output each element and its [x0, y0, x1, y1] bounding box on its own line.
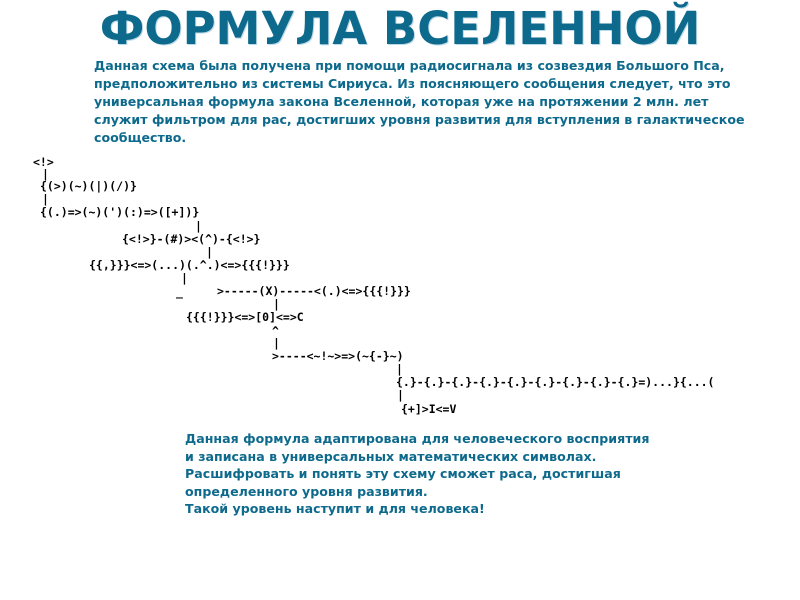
outro-line: Расшифровать и понять эту схему сможет раса, достигшая [185, 466, 621, 481]
formula-symbol: _ [176, 285, 183, 299]
formula-connector: | [42, 167, 49, 181]
outro-line: и записана в универсальных математических символах. [185, 448, 597, 464]
outro-line: Такой уровень наступит и для человека! [185, 501, 485, 516]
intro-paragraph [94, 57, 754, 147]
formula-line: {(>)(~)(|)(/)} [40, 179, 137, 193]
formula-connector: | [181, 271, 188, 285]
intro-line: предположительно из системы Сириуса. Из поясняющего сообщения следует, что это [94, 76, 731, 91]
formula-symbol: ^ [272, 324, 279, 338]
formula-line: {+]>I<=V [401, 402, 457, 416]
intro-line: сообщество. [94, 130, 187, 145]
page-title: ФОРМУЛА ВСЕЛЕННОЙ [99, 2, 701, 55]
formula-connector: | [195, 219, 202, 233]
outro-paragraph [185, 430, 705, 518]
formula-line: <!> [33, 155, 54, 169]
formula-connector: | [273, 336, 280, 350]
intro-line: Данная схема была получена при помощи радиосигнала из созвездия Большого Пса, [94, 58, 725, 73]
formula-connector: | [42, 192, 49, 206]
formula-connector: | [396, 362, 403, 376]
intro-line: служит фильтром для рас, достигших уровня развития для вступления в галактическое [94, 112, 745, 127]
intro-line: универсальная формула закона Вселенной, которая уже на протяжении 2 млн. лет [94, 94, 709, 109]
formula-line: {(.)=>(~)(')(:)=>([+])} [40, 205, 200, 219]
formula-line: {<!>}-(#)><(^)-{<!>} [122, 232, 261, 246]
formula-connector: | [397, 388, 404, 402]
formula-line: {{,}}}<=>(...)(.^.)<=>{{{!}}} [89, 258, 290, 272]
formula-line: {.}-{.}-{.}-{.}-{.}-{.}-{.}-{.}-{.}=)...}{...( [396, 375, 715, 389]
formula-connector: | [273, 297, 280, 311]
outro-line: Данная формула адаптирована для человеческого восприятия [185, 431, 650, 446]
formula-line: >-----(X)-----<(.)<=>{{{!}}} [217, 284, 411, 298]
formula-line: {{{!}}}<=>[0]<=>C [186, 310, 304, 324]
outro-line: определенного уровня развития. [185, 483, 428, 499]
formula-line: >----<~!~>=>(~{-}~) [272, 349, 404, 363]
formula-connector: | [206, 245, 213, 259]
